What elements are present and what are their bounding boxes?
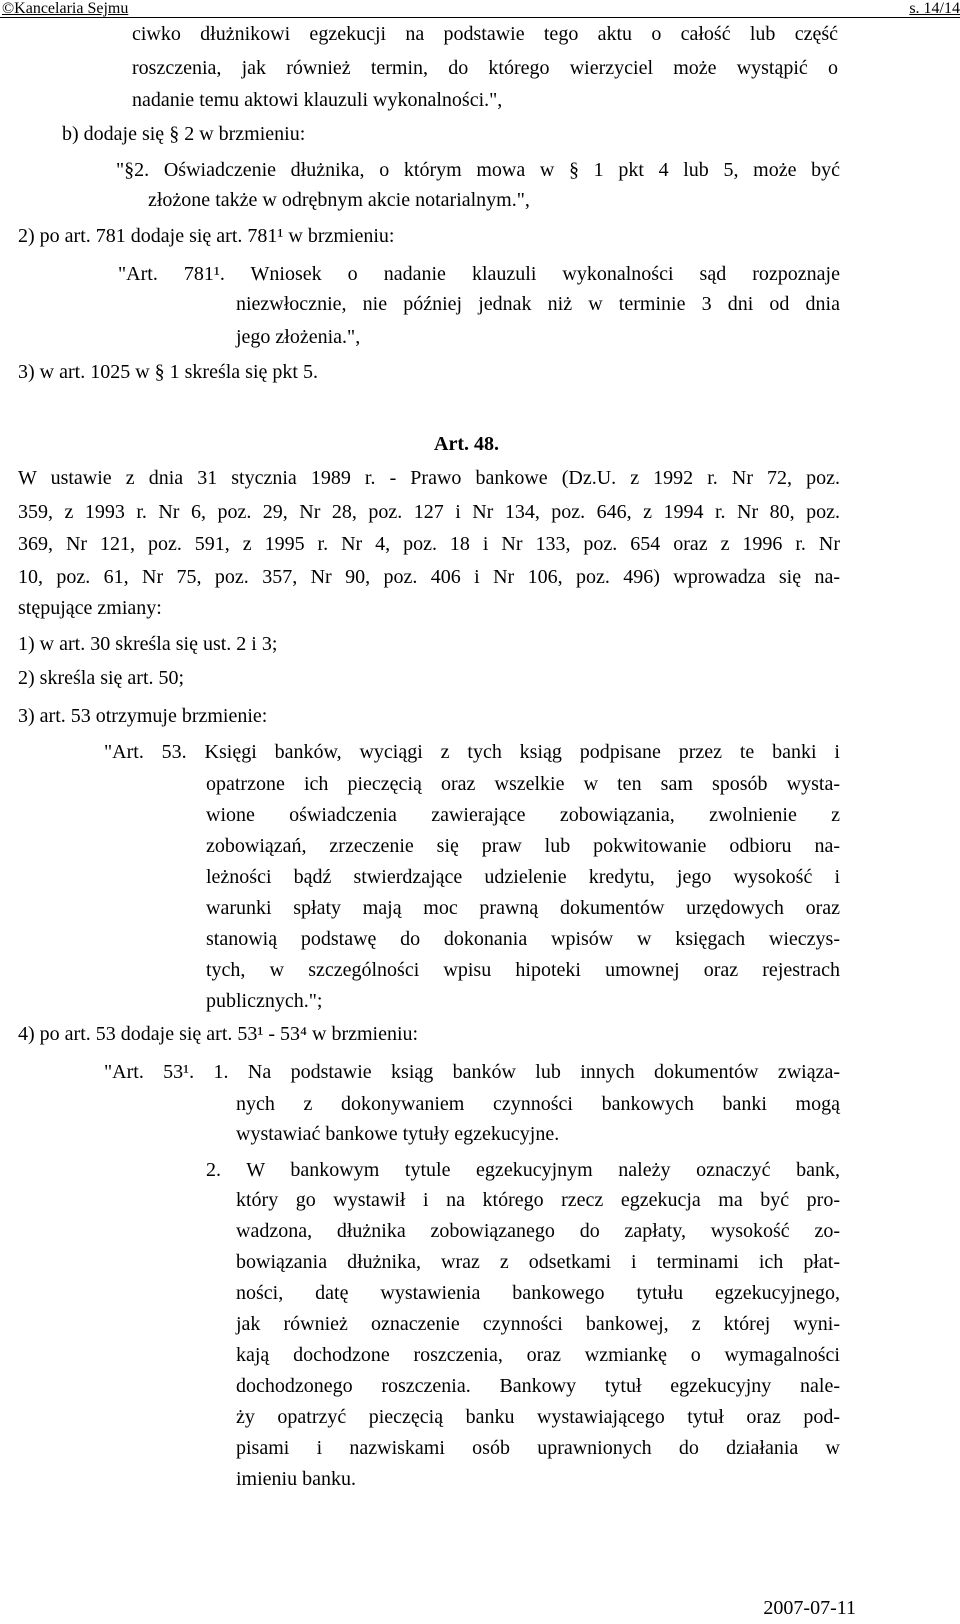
text-line: jak również oznaczenie czynności bankowej, z której wyni- xyxy=(236,1313,840,1335)
header-page-number: s. 14/14 xyxy=(909,0,960,17)
text-line: wione oświadczenia zawierające zobowiązania, zwolnienie z xyxy=(206,804,840,826)
text-line: bowiązania dłużnika, wraz z odsetkami i terminami ich płat- xyxy=(236,1251,840,1273)
text-line: tych, w szczególności wpisu hipoteki umownej oraz rejestrach xyxy=(206,959,840,981)
text-line: 369, Nr 121, poz. 591, z 1995 r. Nr 4, poz. 18 i Nr 133, poz. 654 oraz z 1996 r. Nr xyxy=(18,533,840,555)
text-line: W ustawie z dnia 31 stycznia 1989 r. - Prawo bankowe (Dz.U. z 1992 r. Nr 72, poz. xyxy=(18,467,840,489)
text-line: imieniu banku. xyxy=(236,1468,356,1490)
list-item-b: b) dodaje się § 2 w brzmieniu: xyxy=(62,123,306,145)
footer-date: 2007-07-11 xyxy=(763,1597,856,1619)
text-line: niezwłocznie, nie później jednak niż w terminie 3 dni od dnia xyxy=(236,293,840,315)
text-line: "Art. 53¹. 1. Na podstawie ksiąg banków lub innych dokumentów związa- xyxy=(104,1061,840,1083)
text-line: publicznych."; xyxy=(206,990,323,1012)
header-rule xyxy=(0,17,960,18)
text-line: "Art. 53. Księgi banków, wyciągi z tych ksiąg podpisane przez te banki i xyxy=(104,741,840,763)
text-line: zobowiązań, zrzeczenie się praw lub pokwitowanie odbioru na- xyxy=(206,835,840,857)
text-line: dochodzonego roszczenia. Bankowy tytuł egzekucyjny nale- xyxy=(236,1375,840,1397)
text-line: 359, z 1993 r. Nr 6, poz. 29, Nr 28, poz. 127 i Nr 134, poz. 646, z 1994 r. Nr 80, poz. xyxy=(18,501,840,523)
text-line: jego złożenia.", xyxy=(236,326,361,348)
list-item-4: 4) po art. 53 dodaje się art. 53¹ - 53⁴ w brzmieniu: xyxy=(18,1023,419,1045)
text-line: nadanie temu aktowi klauzuli wykonalności.", xyxy=(132,89,503,111)
list-item-2: 2) skreśla się art. 50; xyxy=(18,667,185,689)
text-line: "Art. 781¹. Wniosek o nadanie klauzuli wykonalności sąd rozpoznaje xyxy=(118,263,840,285)
text-line: kają dochodzone roszczenia, oraz wzmiankę o wymagalności xyxy=(236,1344,840,1366)
list-item-3: 3) w art. 1025 w § 1 skreśla się pkt 5. xyxy=(18,361,318,383)
text-line: złożone także w odrębnym akcie notarialnym.", xyxy=(148,189,530,211)
text-line: opatrzone ich pieczęcią oraz wszelkie w ten sam sposób wysta- xyxy=(206,773,840,795)
list-item-3: 3) art. 53 otrzymuje brzmienie: xyxy=(18,705,268,727)
header-source: ©Kancelaria Sejmu xyxy=(2,0,129,17)
text-line: wystawiać bankowe tytuły egzekucyjne. xyxy=(236,1123,560,1145)
text-line: ności, datę wystawienia bankowego tytułu egzekucyjnego, xyxy=(236,1282,840,1304)
list-item-2: 2) po art. 781 dodaje się art. 781¹ w brzmieniu: xyxy=(18,225,395,247)
list-item-1: 1) w art. 30 skreśla się ust. 2 i 3; xyxy=(18,633,278,655)
text-line: ży opatrzyć pieczęcią banku wystawiającego tytuł oraz pod- xyxy=(236,1406,840,1428)
text-line: stępujące zmiany: xyxy=(18,597,162,619)
text-line: roszczenia, jak również termin, do którego wierzyciel może wystąpić o xyxy=(132,57,838,79)
text-line: wadzona, dłużnika zobowiązanego do zapłaty, wysokość zo- xyxy=(236,1220,840,1242)
text-line: który go wystawił i na którego rzecz egzekucja ma być pro- xyxy=(236,1189,840,1211)
text-line: warunki spłaty mają moc prawną dokumentów urzędowych oraz xyxy=(206,897,840,919)
text-line: "§2. Oświadczenie dłużnika, o którym mowa w § 1 pkt 4 lub 5, może być xyxy=(116,159,840,181)
text-line: nych z dokonywaniem czynności bankowych banki mogą xyxy=(236,1093,840,1115)
text-line: pisami i nazwiskami osób uprawnionych do działania w xyxy=(236,1437,840,1459)
text-line: ciwko dłużnikowi egzekucji na podstawie tego aktu o całość lub część xyxy=(132,23,838,45)
text-line: stanowią podstawę do dokonania wpisów w księgach wieczys- xyxy=(206,928,840,950)
text-line: 2. W bankowym tytule egzekucyjnym należy oznaczyć bank, xyxy=(206,1159,840,1181)
article-heading: Art. 48. xyxy=(434,433,499,455)
text-line: 10, poz. 61, Nr 75, poz. 357, Nr 90, poz. 406 i Nr 106, poz. 496) wprowadza się na- xyxy=(18,566,840,588)
text-line: leżności bądź stwierdzające udzielenie kredytu, jego wysokość i xyxy=(206,866,840,888)
